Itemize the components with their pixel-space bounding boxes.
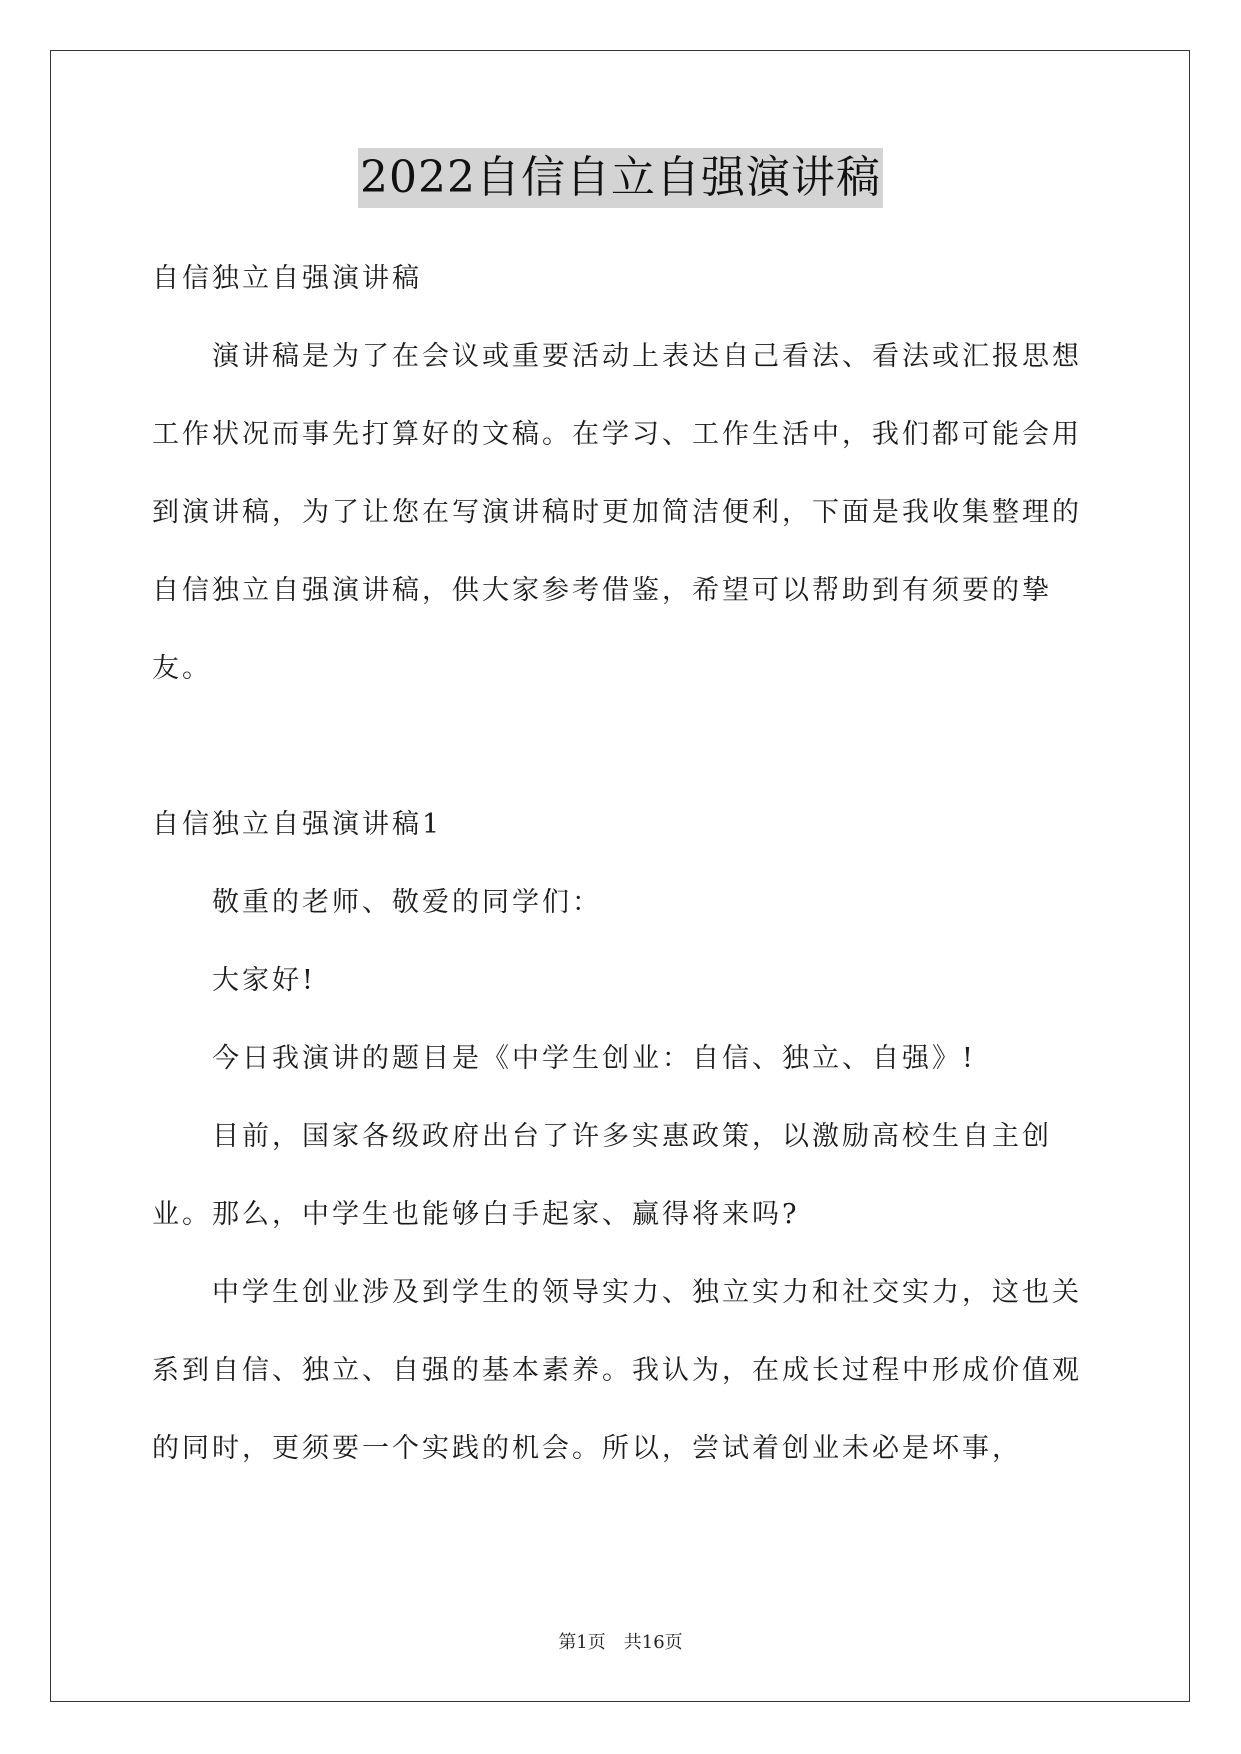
body-paragraph: 中学生创业涉及到学生的领导实力、独立实力和社交实力，这也关系到自信、独立、自强的基本素养。我认为，在成长过程中形成价值观的同时，更须要一个实践的机会。所以，尝试着创业未必是坏事， <box>152 1277 1082 1464</box>
speech-topic: 今日我演讲的题目是《中学生创业：自信、独立、自强》! <box>212 1043 976 1074</box>
page-footer: 第1页 共16页 <box>558 1632 683 1653</box>
greeting: 大家好! <box>212 965 316 996</box>
body-paragraph: 目前，国家各级政府出台了许多实惠政策，以激励高校生自主创业。那么，中学生也能够白手起家、赢得将来吗? <box>152 1121 1052 1230</box>
subsection-heading: 自信独立自强演讲稿1 <box>152 809 443 840</box>
salutation: 敬重的老师、敬爱的同学们： <box>212 887 602 918</box>
intro-paragraph: 演讲稿是为了在会议或重要活动上表达自己看法、看法或汇报思想工作状况而事先打算好的文稿。在学习、工作生活中，我们都可能会用到演讲稿，为了让您在写演讲稿时更加简洁便利，下面是我收集整理的自信独立自强演讲稿，供大家参考借鉴，希望可以帮助到有须要的挚友。 <box>152 341 1082 684</box>
document-body <box>152 240 1092 1488</box>
document-title: 2022自信自立自强演讲稿 <box>358 148 883 208</box>
section-heading: 自信独立自强演讲稿 <box>152 263 422 294</box>
spacer <box>152 708 1092 786</box>
title-container <box>0 148 1241 208</box>
